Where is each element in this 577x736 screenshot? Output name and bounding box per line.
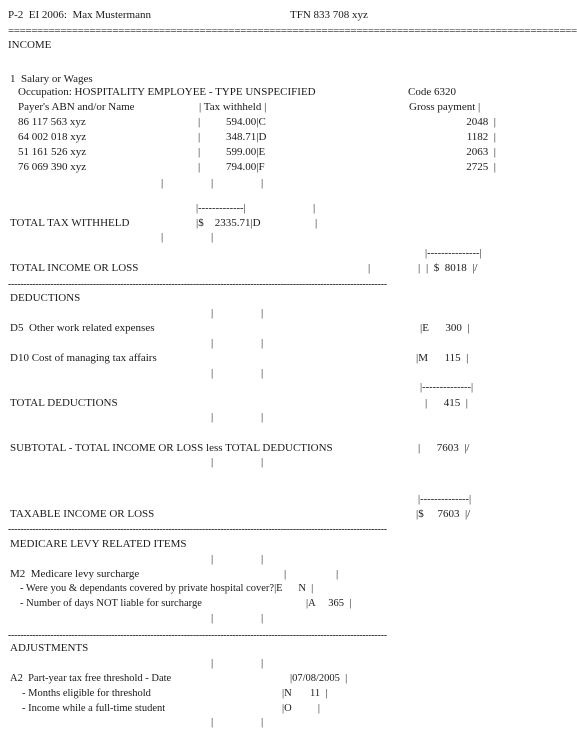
pipe: | xyxy=(211,716,214,728)
total-income-label: TOTAL INCOME OR LOSS xyxy=(10,262,139,274)
header-left: P-2 EI 2006: Max Mustermann xyxy=(8,9,151,21)
pipe: | xyxy=(211,456,214,468)
d10-label: D10 Cost of managing tax affairs xyxy=(10,352,157,364)
pipe: | xyxy=(198,131,201,143)
pipe: | xyxy=(261,307,264,319)
occupation: Occupation: HOSPITALITY EMPLOYEE - TYPE UNSPECIFIED xyxy=(18,86,316,98)
total-tax-withheld-value: |$ 2335.71|D xyxy=(196,217,261,229)
col-tax-withheld: | Tax withheld | xyxy=(199,101,267,113)
gross-payment-value: 1182 | xyxy=(466,131,496,143)
pipe: | xyxy=(336,568,339,580)
payer-abn: 64 002 018 xyz xyxy=(18,131,87,143)
section-title-adjustments: ADJUSTMENTS xyxy=(10,642,89,654)
tax-withheld-value: 348.71|D xyxy=(226,131,267,143)
m2-days-not-liable-label: - Number of days NOT liable for surcharge xyxy=(20,598,202,609)
a2-date-value: |07/08/2005 | xyxy=(290,673,348,684)
header-tfn: TFN 833 708 xyz xyxy=(290,9,368,21)
pipe: | xyxy=(211,411,214,423)
gross-payment-value: 2063 | xyxy=(466,146,496,158)
pipe: | xyxy=(211,612,214,624)
m2-label: M2 Medicare levy surcharge xyxy=(10,568,140,580)
pipe: | xyxy=(198,116,201,128)
box-top-deductions: |--------------| xyxy=(420,382,474,393)
box-top-taxable: |--------------| xyxy=(418,494,472,505)
pipe: | xyxy=(261,553,264,565)
payer-abn: 76 069 390 xyz xyxy=(18,161,87,173)
pipe: | xyxy=(261,657,264,669)
a2-label: A2 Part-year tax free threshold - Date xyxy=(10,673,172,684)
pipe: | xyxy=(211,367,214,379)
pipe: | xyxy=(261,612,264,624)
pipe: | xyxy=(161,177,164,189)
pipe: | xyxy=(418,262,421,274)
subtotal-value: | 7603 |/ xyxy=(418,442,470,454)
a2-student-value: |O | xyxy=(282,703,321,714)
section-title-deductions: DEDUCTIONS xyxy=(10,292,81,304)
header-rule: ================================================================================================== xyxy=(8,25,577,37)
pipe: | xyxy=(211,231,214,243)
col-payer: Payer's ABN and/or Name xyxy=(18,101,135,113)
a2-student-label: - Income while a full-time student xyxy=(22,703,166,714)
pipe: | xyxy=(211,337,214,349)
pipe: | xyxy=(261,367,264,379)
col-gross-payment: Gross payment | xyxy=(409,101,481,113)
section-title-medicare: MEDICARE LEVY RELATED ITEMS xyxy=(10,538,187,550)
pipe: | xyxy=(211,553,214,565)
m2-days-not-liable-value: |A 365 | xyxy=(306,598,352,609)
tax-withheld-value: 599.00|E xyxy=(226,146,266,158)
total-income-value: | $ 8018 |/ xyxy=(426,262,478,274)
d5-label: D5 Other work related expenses xyxy=(10,322,155,334)
gross-payment-value: 2048 | xyxy=(466,116,496,128)
total-deductions-label: TOTAL DEDUCTIONS xyxy=(10,397,118,409)
tax-withheld-value: 594.00|C xyxy=(226,116,266,128)
section-title-income: INCOME xyxy=(8,39,52,51)
pipe: | xyxy=(198,146,201,158)
pipe: | xyxy=(261,177,264,189)
pipe: | xyxy=(161,231,164,243)
section-divider: ----------------------------------------------------------------------------------------------------------------------------- xyxy=(8,630,387,641)
pipe: | xyxy=(198,161,201,173)
payer-abn: 86 117 563 xyz xyxy=(18,116,86,128)
pipe: | xyxy=(261,337,264,349)
pipe: | xyxy=(261,411,264,423)
d5-value: |E 300 | xyxy=(420,322,470,334)
pipe: | xyxy=(211,307,214,319)
gross-payment-value: 2725 | xyxy=(466,161,496,173)
taxable-income-label: TAXABLE INCOME OR LOSS xyxy=(10,508,155,520)
box-top-tax: |-------------| xyxy=(196,203,246,214)
occupation-code: Code 6320 xyxy=(408,86,456,98)
pipe: | xyxy=(284,568,287,580)
subtotal-label: SUBTOTAL - TOTAL INCOME OR LOSS less TOTAL DEDUCTIONS xyxy=(10,442,333,454)
taxable-income-value: |$ 7603 |/ xyxy=(416,508,471,520)
pipe: | xyxy=(368,262,371,274)
pipe: | xyxy=(261,456,264,468)
payer-abn: 51 161 526 xyz xyxy=(18,146,87,158)
item-salary-title: 1 Salary or Wages xyxy=(10,73,93,85)
total-tax-withheld-label: TOTAL TAX WITHHELD xyxy=(10,217,130,229)
pipe: | xyxy=(211,657,214,669)
tax-withheld-value: 794.00|F xyxy=(226,161,265,173)
pipe: | xyxy=(211,177,214,189)
section-divider: ----------------------------------------------------------------------------------------------------------------------------- xyxy=(8,279,387,290)
pipe: | xyxy=(313,202,316,214)
a2-months-value: |N 11 | xyxy=(282,688,328,699)
total-deductions-value: | 415 | xyxy=(425,397,468,409)
m2-private-cover: - Were you & dependants covered by private hospital cover?|E N | xyxy=(20,583,314,594)
d10-value: |M 115 | xyxy=(416,352,469,364)
a2-months-label: - Months eligible for threshold xyxy=(22,688,151,699)
pipe: | xyxy=(261,716,264,728)
section-divider: ----------------------------------------------------------------------------------------------------------------------------- xyxy=(8,524,387,535)
pipe: | xyxy=(315,217,318,229)
box-top-income: |---------------| xyxy=(425,248,482,259)
